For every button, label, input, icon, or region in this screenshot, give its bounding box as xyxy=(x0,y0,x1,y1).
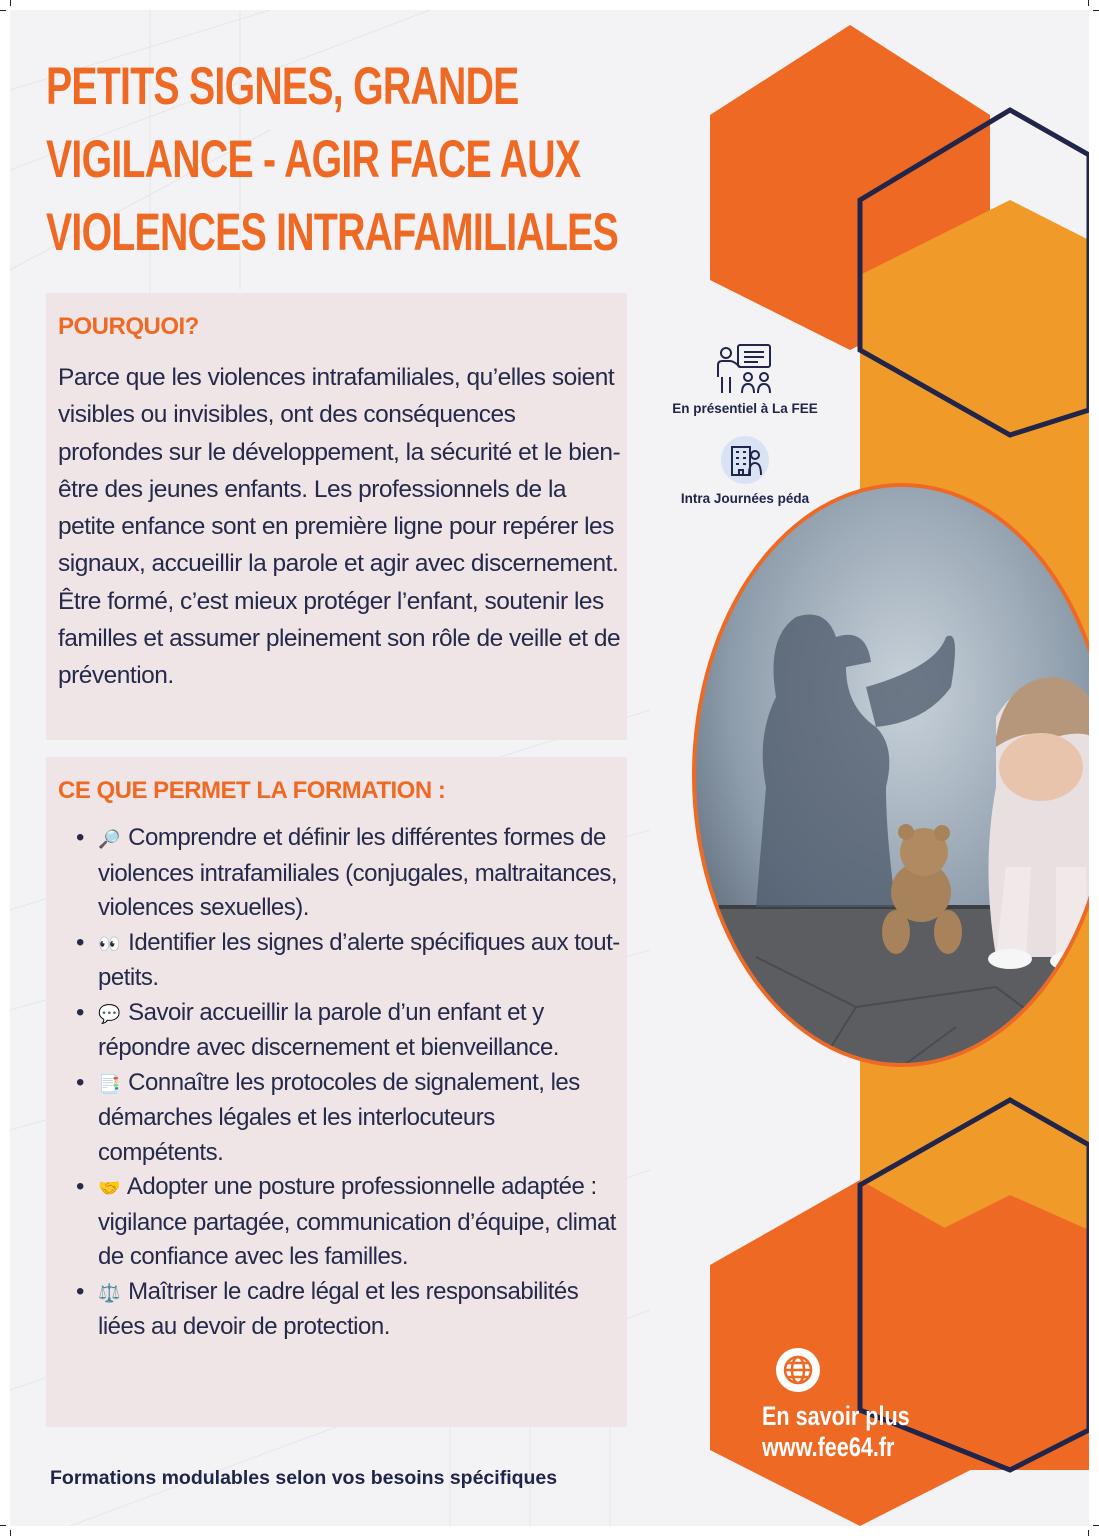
page-title: PETITS SIGNES, GRANDE VIGILANCE - AGIR FACE AUX VIOLENCES INTRAFAMILIALES xyxy=(46,57,619,262)
list-item: • 👀 Identifier les signes d’alerte spécifiques aux tout-petits. xyxy=(76,928,620,991)
footer-note: Formations modulables selon vos besoins spécifiques xyxy=(50,1467,558,1489)
list-item: • 🤝 Adopter une posture professionnelle adaptée : vigilance partagée, communication d’équipe, climat de confiance avec les familles. xyxy=(76,1173,616,1270)
eyes-icon: 👀 xyxy=(98,933,120,954)
goals-heading: CE QUE PERMET LA FORMATION : xyxy=(58,777,446,804)
scales-icon: ⚖️ xyxy=(98,1282,120,1303)
cta-label: En savoir plus xyxy=(762,1401,910,1431)
why-heading: POURQUOI? xyxy=(58,313,199,340)
crop-mark xyxy=(1093,1525,1099,1526)
crop-mark xyxy=(10,0,11,6)
website-link[interactable]: www.fee64.fr xyxy=(762,1432,895,1462)
building-icon xyxy=(720,435,770,485)
handshake-icon: 🤝 xyxy=(98,1178,120,1198)
list-item: • 📑 Connaître les protocoles de signalement, les démarches légales et les interlocuteurs compétents. xyxy=(76,1068,580,1166)
mode-in-person xyxy=(645,343,845,416)
photo-child-shadow xyxy=(692,483,1089,1067)
speech-bubble-icon: 💬 xyxy=(98,1003,120,1024)
mode-label: Intra Journées péda xyxy=(680,491,810,506)
flyer-page xyxy=(10,10,1089,1526)
goals-list xyxy=(76,821,621,1345)
list-item: • ⚖️ Maîtriser le cadre légal et les responsabilités liées au devoir de protection. xyxy=(76,1277,579,1340)
photo-illustration xyxy=(696,487,1089,1067)
crop-mark xyxy=(0,10,6,11)
why-text: Parce que les violences intrafamiliales, qu’elles soient visibles ou invisibles, ont des conséquences profondes sur le développement, la sécurité et le bien-être des jeunes enfants. Les professionnels de la petite enfance sont en première ligne pour repérer les signaux, accueillir la parole et agir avec discernement. Être formé, c’est mieux protéger l’enfant, soutenir les familles et assumer pleinement son rôle de veille et de prévention. xyxy=(58,364,621,690)
magnifier-icon: 🔎 xyxy=(98,829,120,849)
document-icon: 📑 xyxy=(98,1073,120,1094)
globe-icon xyxy=(775,1347,821,1393)
crop-mark xyxy=(10,1530,11,1536)
mode-intra xyxy=(645,435,845,506)
list-item: • 💬 Savoir accueillir la parole d’un enfant et y répondre avec discernement et bienveillance. xyxy=(76,998,559,1061)
crop-mark xyxy=(1088,1530,1089,1536)
cta-block[interactable] xyxy=(762,1347,922,1463)
list-item: • 🔎 Comprendre et définir les différentes formes de violences intrafamiliales (conjugales, maltraitances, violences sexuelles). xyxy=(76,824,618,921)
presenter-icon xyxy=(714,343,776,395)
goals-panel xyxy=(46,757,627,1427)
crop-mark xyxy=(0,1525,6,1526)
crop-mark xyxy=(1093,10,1099,11)
mode-label: En présentiel à La FEE xyxy=(672,401,818,416)
why-panel xyxy=(46,293,627,740)
crop-mark xyxy=(1088,0,1089,6)
